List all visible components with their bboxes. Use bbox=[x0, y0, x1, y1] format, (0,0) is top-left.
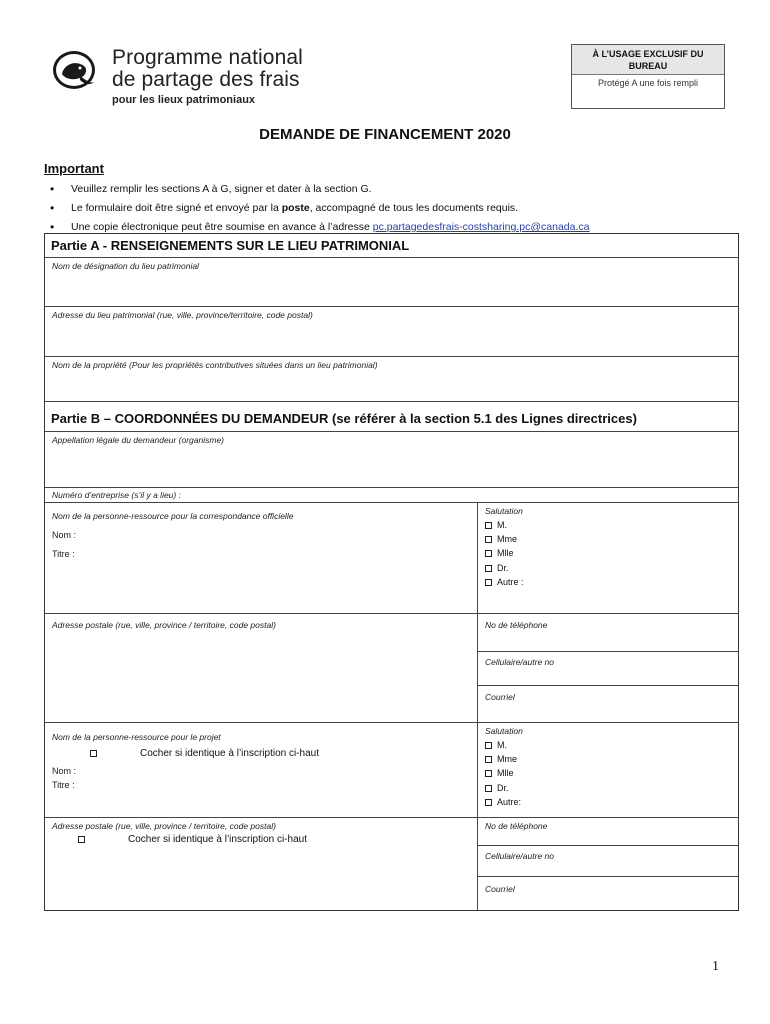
titre-label: Titre : bbox=[52, 549, 75, 559]
site-address-field[interactable] bbox=[45, 307, 738, 357]
designation-label: Nom de désignation du lieu patrimonial bbox=[52, 261, 199, 271]
salutation-text: M. bbox=[497, 740, 507, 750]
salutation-cell-2 bbox=[478, 723, 738, 817]
salutation-option[interactable] bbox=[485, 532, 738, 546]
salutation-option[interactable] bbox=[485, 781, 738, 795]
business-number-label: Numéro d’entreprise (s’il y a lieu) : bbox=[52, 490, 181, 500]
checkbox-icon[interactable] bbox=[78, 836, 85, 843]
cell-field-1[interactable] bbox=[478, 652, 738, 686]
instruction-text: Le formulaire doit être signé et envoyé par la bbox=[71, 202, 282, 214]
instruction-bold: poste bbox=[281, 202, 310, 214]
checkbox-icon[interactable] bbox=[485, 756, 492, 763]
designation-field[interactable] bbox=[45, 258, 738, 307]
salutation-option[interactable] bbox=[485, 575, 738, 589]
cell-field-2[interactable] bbox=[478, 846, 738, 877]
instruction-item bbox=[44, 199, 589, 218]
postal-address-label: Adresse postale (rue, ville, province / territoire, code postal) bbox=[52, 620, 276, 630]
checkbox-icon[interactable] bbox=[485, 770, 492, 777]
phone-field-1[interactable] bbox=[478, 614, 738, 652]
contact-numbers-2 bbox=[478, 818, 738, 911]
salutation-option[interactable] bbox=[485, 738, 738, 752]
salutation-text: Mlle bbox=[497, 548, 514, 559]
postal-address-row-1 bbox=[45, 614, 738, 723]
nom-label: Nom : bbox=[52, 530, 77, 540]
logo-subtitle: pour les lieux patrimoniaux bbox=[112, 94, 256, 106]
part-a-title: Partie A - RENSEIGNEMENTS SUR LE LIEU PATRIMONIAL bbox=[51, 238, 410, 253]
instructions-list bbox=[44, 180, 589, 237]
logo-title-line2: de partage des frais bbox=[112, 68, 300, 91]
application-form bbox=[44, 233, 739, 911]
phone-field-2[interactable] bbox=[478, 818, 738, 846]
salutation-text: M. bbox=[497, 520, 507, 530]
cell-label: Cellulaire/autre no bbox=[485, 657, 554, 667]
salutation-text: Autre : bbox=[497, 576, 524, 587]
postal-address-label: Adresse postale (rue, ville, province / territoire, code postal) bbox=[52, 821, 276, 831]
salutation-text: Dr. bbox=[497, 562, 509, 573]
legal-name-label: Appellation légale du demandeur (organisme) bbox=[52, 435, 224, 445]
contact-numbers-1 bbox=[478, 614, 738, 722]
email-link[interactable]: pc.partagedesfrais-costsharing.pc@canada.ca bbox=[372, 221, 590, 233]
titre-label: Titre : bbox=[52, 780, 75, 790]
checkbox-icon[interactable] bbox=[485, 742, 492, 749]
email-label: Courriel bbox=[485, 884, 515, 894]
part-b-header bbox=[45, 402, 738, 432]
official-contact-label: Nom de la personne-ressource pour la correspondance officielle bbox=[52, 511, 294, 521]
phone-label: No de téléphone bbox=[485, 821, 548, 831]
salutation-options-2 bbox=[478, 738, 738, 809]
site-address-label: Adresse du lieu patrimonial (rue, ville, province/territoire, code postal) bbox=[52, 310, 313, 320]
instruction-item bbox=[44, 180, 589, 199]
salutation-option[interactable] bbox=[485, 518, 738, 532]
part-b-title: Partie B – COORDONNÉES DU DEMANDEUR (se référer à la section 5.1 des Lignes directrices) bbox=[51, 411, 637, 426]
property-name-label: Nom de la propriété (Pour les propriétés contributives situées dans un lieu patrimonial) bbox=[52, 360, 378, 370]
checkbox-icon[interactable] bbox=[485, 565, 492, 572]
salutation-option[interactable] bbox=[485, 546, 738, 560]
official-contact-row bbox=[45, 503, 738, 614]
salutation-option[interactable] bbox=[485, 561, 738, 575]
same-as-above-text: Cocher si identique à l’inscription ci-haut bbox=[128, 834, 307, 845]
postal-address-row-2 bbox=[45, 818, 738, 911]
salutation-cell-1 bbox=[478, 503, 738, 613]
salutation-label: Salutation bbox=[485, 726, 523, 736]
salutation-option[interactable] bbox=[485, 766, 738, 780]
official-contact-cell[interactable] bbox=[45, 503, 478, 613]
part-a-header bbox=[45, 234, 738, 258]
instruction-text: Veuillez remplir les sections A à G, signer et dater à la section G. bbox=[71, 183, 372, 195]
property-name-field[interactable] bbox=[45, 357, 738, 402]
checkbox-icon[interactable] bbox=[485, 785, 492, 792]
salutation-option[interactable] bbox=[485, 795, 738, 809]
project-contact-cell[interactable] bbox=[45, 723, 478, 817]
instruction-text: Une copie électronique peut être soumise en avance à l’adresse bbox=[71, 221, 373, 233]
program-logo bbox=[50, 44, 380, 114]
important-heading: Important bbox=[44, 161, 104, 176]
page-number: 1 bbox=[712, 959, 719, 974]
checkbox-icon[interactable] bbox=[90, 750, 97, 757]
checkbox-icon[interactable] bbox=[485, 579, 492, 586]
document-title: DEMANDE DE FINANCEMENT 2020 bbox=[259, 126, 511, 143]
project-contact-label: Nom de la personne-ressource pour le projet bbox=[52, 732, 221, 742]
office-use-note: Protégé A une fois rempli bbox=[597, 78, 699, 88]
salutation-text: Dr. bbox=[497, 782, 509, 793]
office-use-title: À L’USAGE EXCLUSIF DU BUREAU bbox=[572, 45, 724, 75]
business-number-field[interactable] bbox=[45, 488, 738, 503]
checkbox-icon[interactable] bbox=[485, 522, 492, 529]
nom-label: Nom : bbox=[52, 766, 77, 776]
same-as-above-text: Cocher si identique à l’inscription ci-haut bbox=[140, 748, 319, 759]
same-as-above-option-2[interactable] bbox=[78, 834, 307, 845]
legal-name-field[interactable] bbox=[45, 432, 738, 488]
salutation-label: Salutation bbox=[485, 506, 523, 516]
salutation-text: Autre: bbox=[497, 796, 522, 807]
postal-address-cell-1[interactable] bbox=[45, 614, 478, 722]
logo-title-line1: Programme national bbox=[112, 46, 303, 69]
salutation-text: Mme bbox=[497, 754, 517, 765]
phone-label: No de téléphone bbox=[485, 620, 548, 630]
checkbox-icon[interactable] bbox=[485, 550, 492, 557]
email-field-1[interactable] bbox=[478, 686, 738, 723]
salutation-option[interactable] bbox=[485, 752, 738, 766]
cell-label: Cellulaire/autre no bbox=[485, 851, 554, 861]
same-as-above-option-1[interactable] bbox=[90, 748, 319, 759]
office-use-box bbox=[571, 44, 725, 109]
email-field-2[interactable] bbox=[478, 877, 738, 911]
postal-address-cell-2[interactable] bbox=[45, 818, 478, 911]
salutation-text: Mlle bbox=[497, 768, 514, 779]
checkbox-icon[interactable] bbox=[485, 799, 492, 806]
beaver-logo-icon bbox=[50, 48, 102, 92]
email-label: Courriel bbox=[485, 692, 515, 702]
instruction-text: , accompagné de tous les documents requis. bbox=[309, 202, 519, 214]
salutation-text: Mme bbox=[497, 534, 517, 545]
project-contact-row bbox=[45, 723, 738, 818]
checkbox-icon[interactable] bbox=[485, 536, 492, 543]
salutation-options-1 bbox=[478, 518, 738, 589]
